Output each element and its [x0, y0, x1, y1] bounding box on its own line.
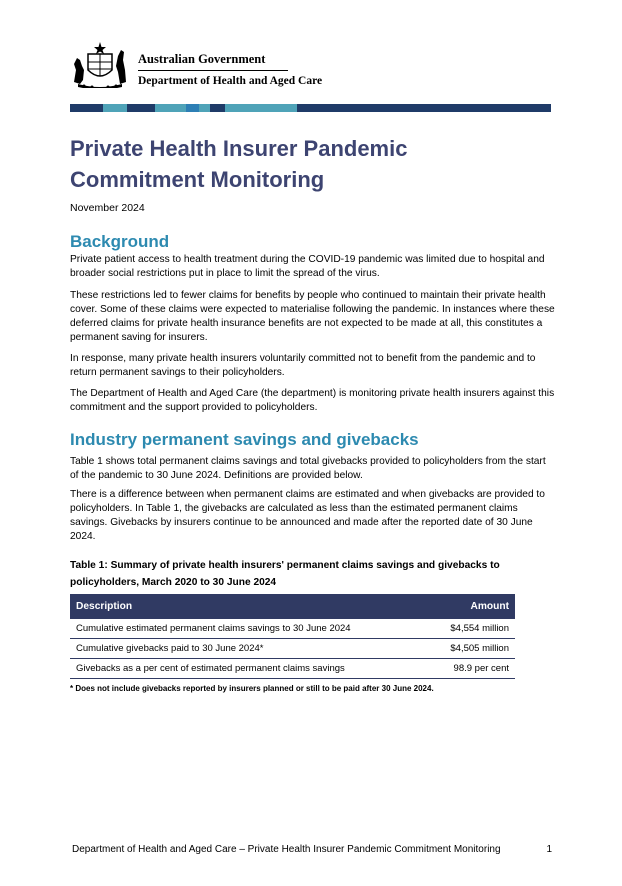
savings-table	[70, 594, 515, 679]
page-number: 1	[546, 844, 552, 855]
stripe-segment	[210, 104, 225, 112]
row-amount: $4,554 million	[427, 619, 515, 639]
stripe-segment	[297, 104, 551, 112]
publication-date: November 2024	[70, 202, 145, 214]
table-caption: Table 1: Summary of private health insurers' permanent claims savings and givebacks to policyholders, March 2020 to 30 June 2024	[70, 560, 500, 588]
background-paragraph-4: The Department of Health and Aged Care (the department) is monitoring private health insurers against this commitment and the support provided to policyholders.	[70, 388, 555, 413]
row-amount: $4,505 million	[427, 639, 515, 659]
stripe-segment	[70, 104, 103, 112]
stripe-segment	[258, 104, 297, 112]
header-stripe	[70, 104, 551, 112]
background-heading: Background	[70, 232, 170, 251]
table-row	[70, 619, 515, 639]
page-title	[70, 133, 550, 195]
row-amount: 98.9 per cent	[427, 659, 515, 679]
table-header-row	[70, 594, 515, 619]
stripe-segment	[199, 104, 210, 112]
column-header-amount: Amount	[427, 594, 515, 619]
government-name: Australian Government	[138, 52, 266, 66]
row-description: Givebacks as a per cent of estimated permanent claims savings	[70, 659, 427, 679]
background-paragraph-1: Private patient access to health treatment during the COVID-19 pandemic was limited due to hospital and broader social restrictions put in place to limit the spread of the virus.	[70, 254, 545, 279]
title-line-2: Commitment Monitoring	[70, 167, 325, 192]
row-description: Cumulative givebacks paid to 30 June 2024*	[70, 639, 427, 659]
stripe-segment	[225, 104, 249, 112]
page-footer	[72, 843, 552, 856]
table-footnote: * Does not include givebacks reported by insurers planned or still to be paid after 30 June 2024.	[70, 684, 434, 693]
stripe-segment	[186, 104, 199, 112]
stripe-segment	[103, 104, 127, 112]
department-name: Department of Health and Aged Care	[138, 75, 323, 87]
coat-of-arms-icon	[68, 40, 132, 88]
background-paragraph-2: These restrictions led to fewer claims for benefits by people who continued to maintain their private health cover. Some of these claims were expected to materialise following the pandemic. In instances where these deferred claims for private health insurance benefits are not expected to be made at all, this constitutes a permanent saving for insurers.	[70, 290, 555, 343]
stripe-segment	[160, 104, 186, 112]
stripe-segment	[249, 104, 258, 112]
savings-paragraph-1: Table 1 shows total permanent claims savings and total givebacks provided to policyholders from the start of the pandemic to 30 June 2024. Definitions are provided below.	[70, 456, 546, 481]
row-description: Cumulative estimated permanent claims savings to 30 June 2024	[70, 619, 427, 639]
table-row	[70, 639, 515, 659]
savings-paragraph-2: There is a difference between when permanent claims are estimated and when givebacks are provided to policyholders. In Table 1, the givebacks are calculated as less than the estimated permanent claims savings. Givebacks by insurers continue to be announced and made after the reported date of 30 June 2024.	[70, 489, 545, 542]
title-line-1: Private Health Insurer Pandemic	[70, 136, 408, 161]
stripe-segment	[127, 104, 155, 112]
footer-text: Department of Health and Aged Care – Private Health Insurer Pandemic Commitment Monitoring	[72, 844, 501, 855]
column-header-description: Description	[70, 594, 427, 619]
savings-heading: Industry permanent savings and givebacks	[70, 430, 419, 449]
agency-name-block	[138, 52, 438, 88]
agency-divider	[138, 70, 288, 71]
table-row	[70, 659, 515, 679]
background-paragraph-3: In response, many private health insurers voluntarily committed not to benefit from the pandemic and to return permanent savings to their policyholders.	[70, 353, 536, 378]
